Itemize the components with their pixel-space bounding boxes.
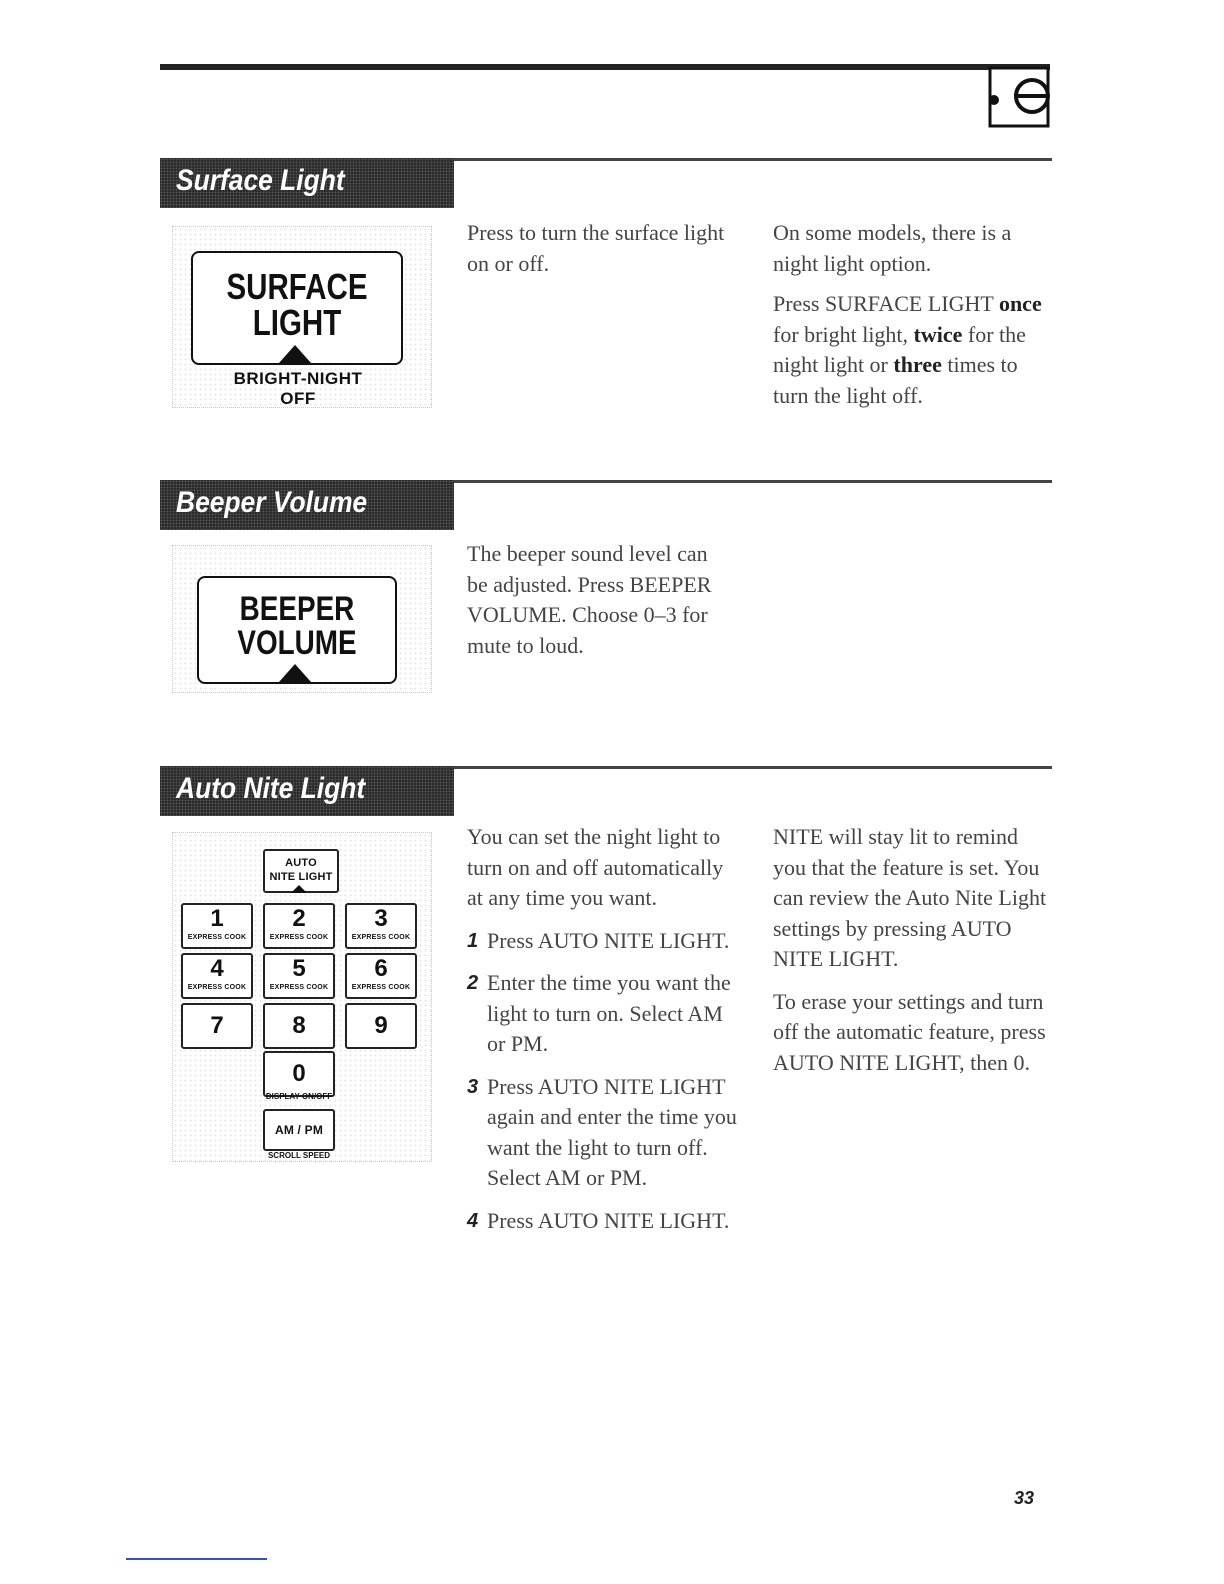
auto-nite-light-notes (773, 822, 1055, 1078)
key-5[interactable]: 5 EXPRESS COOK (263, 953, 335, 999)
auto-nite-arrow-icon (291, 885, 307, 893)
beeper-volume-description (467, 539, 717, 661)
top-rule (160, 64, 1050, 70)
auto-nite-light-key[interactable]: AUTO NITE LIGHT (263, 849, 339, 893)
night-option-text: On some models, there is a night light option. (773, 220, 1012, 276)
beeper-volume-rule (454, 480, 1052, 483)
beeper-button-line1: BEEPER (239, 590, 355, 628)
auto-nite-light-instructions (467, 822, 737, 1236)
beeper-button-line2: VOLUME (237, 624, 357, 662)
surface-light-heading: Surface Light (176, 164, 345, 197)
footer-link-underline (126, 1558, 267, 1560)
step-1: 1 Press AUTO NITE LIGHT. (467, 927, 730, 953)
auto-nite-light-heading: Auto Nite Light (176, 772, 366, 805)
key-0[interactable]: 0 (263, 1051, 335, 1097)
key-4[interactable]: 4 EXPRESS COOK (181, 953, 253, 999)
surface-light-arrow-icon (279, 345, 311, 363)
key-2[interactable]: 2 EXPRESS COOK (263, 903, 335, 949)
surface-light-caption-1: BRIGHT-NIGHT (233, 369, 363, 388)
beeper-volume-text: The beeper sound level can be adjusted. Press BEEPER VOLUME. Choose 0–3 for mute to loud. (467, 541, 712, 658)
auto-nite-erase-text: To erase your settings and turn off the automatic feature, press AUTO NITE LIGHT, then 0. (773, 988, 1046, 1075)
scroll-speed-caption: SCROLL SPEED (267, 1151, 331, 1160)
step-4: 4 Press AUTO NITE LIGHT. (467, 1207, 730, 1233)
surface-light-button-line1: SURFACE (226, 266, 368, 307)
auto-nite-light-heading-bar (160, 766, 454, 816)
step-3: 3 Press AUTO NITE LIGHT again and enter the time you want the light to turn off. Select AM or PM. (467, 1073, 737, 1190)
display-on-off-caption: DISPLAY ON/OFF (265, 1092, 333, 1101)
am-pm-key[interactable]: AM / PM (263, 1109, 335, 1151)
beeper-volume-heading-bar (160, 480, 454, 530)
surface-light-text: Press to turn the surface light on or off. (467, 220, 725, 276)
surface-light-rule (454, 158, 1052, 161)
beeper-volume-panel (172, 545, 432, 693)
surface-light-button-line2: LIGHT (252, 302, 342, 343)
auto-nite-intro: You can set the night light to turn on and off automatically at any time you want. (467, 824, 724, 910)
key-8[interactable]: 8 (263, 1003, 335, 1049)
key-7[interactable]: 7 (181, 1003, 253, 1049)
beeper-volume-arrow-icon (279, 664, 311, 682)
auto-nite-light-rule (454, 766, 1052, 769)
surface-light-night-option (773, 218, 1055, 411)
surface-light-caption-2: OFF (280, 389, 316, 408)
key-3[interactable]: 3 EXPRESS COOK (345, 903, 417, 949)
auto-nite-review-text: NITE will stay lit to remind you that the feature is set. You can review the Auto Nite Light settings by pressing AUTO NITE LIGHT. (773, 824, 1047, 971)
keypad-panel (172, 832, 432, 1162)
key-1[interactable]: 1 EXPRESS COOK (181, 903, 253, 949)
surface-light-panel (172, 226, 432, 408)
surface-light-heading-bar (160, 158, 454, 208)
step-2: 2 Enter the time you want the light to turn on. Select AM or PM. (467, 970, 731, 1056)
night-option-instructions: Press SURFACE LIGHT once for bright light, twice for the night light or three times to turn the light off. (773, 291, 1042, 408)
key-9[interactable]: 9 (345, 1003, 417, 1049)
surface-unit-icon (988, 66, 1050, 128)
page-number: 33 (1014, 1488, 1035, 1508)
beeper-volume-heading: Beeper Volume (176, 486, 368, 519)
surface-light-description (467, 218, 732, 279)
key-6[interactable]: 6 EXPRESS COOK (345, 953, 417, 999)
